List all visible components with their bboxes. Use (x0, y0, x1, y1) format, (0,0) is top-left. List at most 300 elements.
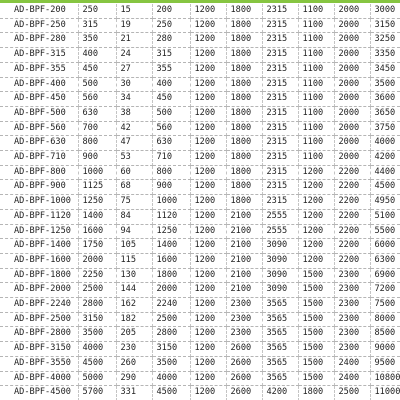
col-7-cell: 1100 (298, 18, 334, 33)
col-2-cell: 162 (116, 298, 152, 313)
model-cell: AD-BPF-200 (0, 4, 78, 18)
col-9-cell: 5500 (370, 224, 400, 239)
col-3-cell: 2500 (152, 312, 190, 327)
col-8-cell: 2000 (334, 77, 370, 92)
col-8-cell: 2000 (334, 151, 370, 166)
col-8-cell: 2200 (334, 165, 370, 180)
col-7-cell: 1100 (298, 48, 334, 63)
table-row (0, 356, 400, 371)
col-5-cell: 1800 (226, 151, 262, 166)
col-5-cell: 2600 (226, 386, 262, 400)
col-6-cell: 2315 (262, 151, 298, 166)
col-9-cell: 3350 (370, 48, 400, 63)
col-5-cell: 2100 (226, 253, 262, 268)
col-3-cell: 3500 (152, 356, 190, 371)
col-4-cell: 1200 (190, 283, 226, 298)
col-5-cell: 2100 (226, 268, 262, 283)
col-4-cell: 1200 (190, 195, 226, 210)
col-9-cell: 3500 (370, 77, 400, 92)
col-2-cell: 19 (116, 18, 152, 33)
col-4-cell: 1200 (190, 77, 226, 92)
col-7-cell: 1100 (298, 33, 334, 48)
col-7-cell: 1100 (298, 92, 334, 107)
col-2-cell: 27 (116, 62, 152, 77)
col-2-cell: 53 (116, 151, 152, 166)
col-1-cell: 5000 (78, 371, 116, 386)
col-5-cell: 1800 (226, 180, 262, 195)
col-9-cell: 3650 (370, 106, 400, 121)
col-8-cell: 2400 (334, 371, 370, 386)
col-8-cell: 2000 (334, 18, 370, 33)
col-5-cell: 1800 (226, 4, 262, 18)
col-5-cell: 2300 (226, 327, 262, 342)
col-1-cell: 1750 (78, 239, 116, 254)
col-4-cell: 1200 (190, 356, 226, 371)
col-8-cell: 2200 (334, 180, 370, 195)
col-9-cell: 3250 (370, 33, 400, 48)
col-3-cell: 710 (152, 151, 190, 166)
col-5-cell: 1800 (226, 136, 262, 151)
table-row (0, 33, 400, 48)
model-cell: AD-BPF-500 (0, 106, 78, 121)
col-5-cell: 1800 (226, 62, 262, 77)
col-2-cell: 84 (116, 209, 152, 224)
col-9-cell: 8500 (370, 327, 400, 342)
col-7-cell: 1100 (298, 62, 334, 77)
header-accent-bar (0, 0, 400, 3)
col-6-cell: 2315 (262, 77, 298, 92)
table-row (0, 121, 400, 136)
table-row (0, 283, 400, 298)
model-cell: AD-BPF-800 (0, 165, 78, 180)
table-row (0, 165, 400, 180)
col-2-cell: 182 (116, 312, 152, 327)
table-row (0, 298, 400, 313)
col-1-cell: 3500 (78, 327, 116, 342)
col-1-cell: 450 (78, 62, 116, 77)
col-3-cell: 450 (152, 92, 190, 107)
col-8-cell: 2500 (334, 386, 370, 400)
col-8-cell: 2300 (334, 342, 370, 357)
col-7-cell: 1500 (298, 298, 334, 313)
table-row (0, 18, 400, 33)
col-1-cell: 4500 (78, 356, 116, 371)
table-row (0, 253, 400, 268)
col-2-cell: 15 (116, 4, 152, 18)
col-3-cell: 315 (152, 48, 190, 63)
col-9-cell: 7500 (370, 298, 400, 313)
model-cell: AD-BPF-2000 (0, 283, 78, 298)
col-4-cell: 1200 (190, 371, 226, 386)
col-2-cell: 331 (116, 386, 152, 400)
col-1-cell: 2800 (78, 298, 116, 313)
col-6-cell: 3090 (262, 253, 298, 268)
col-9-cell: 3600 (370, 92, 400, 107)
col-6-cell: 3565 (262, 342, 298, 357)
col-3-cell: 800 (152, 165, 190, 180)
col-2-cell: 38 (116, 106, 152, 121)
col-2-cell: 47 (116, 136, 152, 151)
col-3-cell: 1400 (152, 239, 190, 254)
col-8-cell: 2300 (334, 268, 370, 283)
model-cell: AD-BPF-900 (0, 180, 78, 195)
col-5-cell: 2600 (226, 371, 262, 386)
col-4-cell: 1200 (190, 92, 226, 107)
col-5-cell: 2100 (226, 209, 262, 224)
col-9-cell: 9500 (370, 356, 400, 371)
col-4-cell: 1200 (190, 386, 226, 400)
col-8-cell: 2000 (334, 4, 370, 18)
col-3-cell: 200 (152, 4, 190, 18)
col-6-cell: 3565 (262, 298, 298, 313)
col-5-cell: 2100 (226, 239, 262, 254)
col-1-cell: 1250 (78, 195, 116, 210)
model-cell: AD-BPF-1400 (0, 239, 78, 254)
col-3-cell: 2800 (152, 327, 190, 342)
col-8-cell: 2300 (334, 327, 370, 342)
model-cell: AD-BPF-315 (0, 48, 78, 63)
col-6-cell: 2315 (262, 136, 298, 151)
col-1-cell: 900 (78, 151, 116, 166)
table-row (0, 342, 400, 357)
col-5-cell: 1800 (226, 121, 262, 136)
col-5-cell: 2600 (226, 342, 262, 357)
col-8-cell: 2200 (334, 253, 370, 268)
col-1-cell: 630 (78, 106, 116, 121)
table-row (0, 77, 400, 92)
col-7-cell: 1100 (298, 136, 334, 151)
col-2-cell: 30 (116, 77, 152, 92)
col-2-cell: 105 (116, 239, 152, 254)
col-1-cell: 400 (78, 48, 116, 63)
col-3-cell: 400 (152, 77, 190, 92)
table-row (0, 4, 400, 18)
col-4-cell: 1200 (190, 253, 226, 268)
model-cell: AD-BPF-4000 (0, 371, 78, 386)
model-cell: AD-BPF-1250 (0, 224, 78, 239)
col-9-cell: 11000 (370, 386, 400, 400)
col-6-cell: 3090 (262, 239, 298, 254)
col-8-cell: 2000 (334, 121, 370, 136)
col-7-cell: 1500 (298, 327, 334, 342)
col-4-cell: 1200 (190, 180, 226, 195)
col-6-cell: 2315 (262, 180, 298, 195)
col-4-cell: 1200 (190, 136, 226, 151)
col-2-cell: 21 (116, 33, 152, 48)
col-8-cell: 2200 (334, 195, 370, 210)
col-9-cell: 8000 (370, 312, 400, 327)
table-row (0, 312, 400, 327)
col-9-cell: 9000 (370, 342, 400, 357)
model-cell: AD-BPF-3550 (0, 356, 78, 371)
col-4-cell: 1200 (190, 209, 226, 224)
col-6-cell: 2315 (262, 48, 298, 63)
col-5-cell: 2300 (226, 312, 262, 327)
col-4-cell: 1200 (190, 327, 226, 342)
col-6-cell: 2555 (262, 209, 298, 224)
col-2-cell: 60 (116, 165, 152, 180)
col-1-cell: 5700 (78, 386, 116, 400)
col-7-cell: 1200 (298, 195, 334, 210)
col-6-cell: 2315 (262, 4, 298, 18)
col-6-cell: 3565 (262, 312, 298, 327)
col-1-cell: 560 (78, 92, 116, 107)
table-row (0, 224, 400, 239)
model-cell: AD-BPF-450 (0, 92, 78, 107)
col-6-cell: 4200 (262, 386, 298, 400)
col-9-cell: 4400 (370, 165, 400, 180)
col-1-cell: 2000 (78, 253, 116, 268)
col-8-cell: 2200 (334, 224, 370, 239)
col-5-cell: 1800 (226, 33, 262, 48)
col-1-cell: 1400 (78, 209, 116, 224)
spec-table-body (0, 4, 400, 400)
model-cell: AD-BPF-1800 (0, 268, 78, 283)
col-7-cell: 1200 (298, 209, 334, 224)
col-3-cell: 2000 (152, 283, 190, 298)
col-6-cell: 2315 (262, 33, 298, 48)
col-7-cell: 1800 (298, 386, 334, 400)
col-8-cell: 2400 (334, 356, 370, 371)
col-7-cell: 1100 (298, 77, 334, 92)
col-3-cell: 1600 (152, 253, 190, 268)
col-2-cell: 24 (116, 48, 152, 63)
col-4-cell: 1200 (190, 312, 226, 327)
col-1-cell: 250 (78, 4, 116, 18)
col-6-cell: 2315 (262, 165, 298, 180)
model-cell: AD-BPF-355 (0, 62, 78, 77)
col-5-cell: 1800 (226, 18, 262, 33)
col-5-cell: 2300 (226, 298, 262, 313)
col-1-cell: 1125 (78, 180, 116, 195)
col-7-cell: 1500 (298, 356, 334, 371)
col-4-cell: 1200 (190, 33, 226, 48)
model-cell: AD-BPF-1120 (0, 209, 78, 224)
col-6-cell: 2315 (262, 121, 298, 136)
col-5-cell: 1800 (226, 195, 262, 210)
col-9-cell: 3450 (370, 62, 400, 77)
col-3-cell: 1250 (152, 224, 190, 239)
col-3-cell: 4000 (152, 371, 190, 386)
col-7-cell: 1100 (298, 106, 334, 121)
col-2-cell: 260 (116, 356, 152, 371)
table-row (0, 106, 400, 121)
col-1-cell: 3150 (78, 312, 116, 327)
col-5-cell: 1800 (226, 48, 262, 63)
col-9-cell: 7200 (370, 283, 400, 298)
col-2-cell: 42 (116, 121, 152, 136)
col-7-cell: 1500 (298, 268, 334, 283)
table-row (0, 136, 400, 151)
col-1-cell: 800 (78, 136, 116, 151)
col-2-cell: 34 (116, 92, 152, 107)
col-4-cell: 1200 (190, 48, 226, 63)
spec-table (0, 4, 400, 400)
col-2-cell: 130 (116, 268, 152, 283)
col-9-cell: 6000 (370, 239, 400, 254)
table-row (0, 48, 400, 63)
col-3-cell: 280 (152, 33, 190, 48)
table-row (0, 209, 400, 224)
col-9-cell: 4500 (370, 180, 400, 195)
col-4-cell: 1200 (190, 165, 226, 180)
col-4-cell: 1200 (190, 298, 226, 313)
col-8-cell: 2200 (334, 239, 370, 254)
col-3-cell: 630 (152, 136, 190, 151)
model-cell: AD-BPF-1000 (0, 195, 78, 210)
col-9-cell: 6900 (370, 268, 400, 283)
col-3-cell: 1000 (152, 195, 190, 210)
col-6-cell: 2315 (262, 92, 298, 107)
col-9-cell: 4200 (370, 151, 400, 166)
table-row (0, 239, 400, 254)
col-3-cell: 560 (152, 121, 190, 136)
col-8-cell: 2000 (334, 136, 370, 151)
model-cell: AD-BPF-2800 (0, 327, 78, 342)
col-7-cell: 1500 (298, 283, 334, 298)
col-2-cell: 115 (116, 253, 152, 268)
col-9-cell: 5100 (370, 209, 400, 224)
col-5-cell: 1800 (226, 77, 262, 92)
col-4-cell: 1200 (190, 239, 226, 254)
col-4-cell: 1200 (190, 268, 226, 283)
col-7-cell: 1200 (298, 239, 334, 254)
col-6-cell: 2555 (262, 224, 298, 239)
col-6-cell: 3565 (262, 356, 298, 371)
col-6-cell: 2315 (262, 195, 298, 210)
col-8-cell: 2300 (334, 298, 370, 313)
col-7-cell: 1200 (298, 253, 334, 268)
table-row (0, 386, 400, 400)
col-2-cell: 230 (116, 342, 152, 357)
col-1-cell: 350 (78, 33, 116, 48)
col-6-cell: 3565 (262, 371, 298, 386)
col-2-cell: 68 (116, 180, 152, 195)
col-9-cell: 10800 (370, 371, 400, 386)
col-7-cell: 1500 (298, 312, 334, 327)
col-3-cell: 2240 (152, 298, 190, 313)
model-cell: AD-BPF-1600 (0, 253, 78, 268)
model-cell: AD-BPF-250 (0, 18, 78, 33)
col-6-cell: 2315 (262, 18, 298, 33)
col-6-cell: 3090 (262, 283, 298, 298)
table-row (0, 180, 400, 195)
col-8-cell: 2000 (334, 62, 370, 77)
col-9-cell: 3750 (370, 121, 400, 136)
col-6-cell: 3565 (262, 327, 298, 342)
col-2-cell: 290 (116, 371, 152, 386)
col-7-cell: 1200 (298, 165, 334, 180)
col-2-cell: 144 (116, 283, 152, 298)
model-cell: AD-BPF-560 (0, 121, 78, 136)
col-7-cell: 1500 (298, 371, 334, 386)
col-6-cell: 2315 (262, 106, 298, 121)
model-cell: AD-BPF-3150 (0, 342, 78, 357)
col-4-cell: 1200 (190, 4, 226, 18)
col-8-cell: 2300 (334, 283, 370, 298)
col-4-cell: 1200 (190, 224, 226, 239)
col-8-cell: 2000 (334, 48, 370, 63)
col-4-cell: 1200 (190, 62, 226, 77)
col-1-cell: 315 (78, 18, 116, 33)
col-9-cell: 6300 (370, 253, 400, 268)
model-cell: AD-BPF-710 (0, 151, 78, 166)
col-1-cell: 700 (78, 121, 116, 136)
col-8-cell: 2200 (334, 209, 370, 224)
col-7-cell: 1200 (298, 224, 334, 239)
col-9-cell: 4000 (370, 136, 400, 151)
col-3-cell: 3150 (152, 342, 190, 357)
col-4-cell: 1200 (190, 106, 226, 121)
table-row (0, 327, 400, 342)
col-1-cell: 500 (78, 77, 116, 92)
col-8-cell: 2300 (334, 312, 370, 327)
col-7-cell: 1100 (298, 4, 334, 18)
col-8-cell: 2000 (334, 92, 370, 107)
col-2-cell: 94 (116, 224, 152, 239)
col-1-cell: 2250 (78, 268, 116, 283)
model-cell: AD-BPF-400 (0, 77, 78, 92)
table-row (0, 195, 400, 210)
col-8-cell: 2000 (334, 106, 370, 121)
table-row (0, 371, 400, 386)
model-cell: AD-BPF-2240 (0, 298, 78, 313)
col-2-cell: 75 (116, 195, 152, 210)
col-1-cell: 4000 (78, 342, 116, 357)
col-3-cell: 355 (152, 62, 190, 77)
col-3-cell: 4500 (152, 386, 190, 400)
col-7-cell: 1500 (298, 342, 334, 357)
col-9-cell: 3150 (370, 18, 400, 33)
table-row (0, 151, 400, 166)
col-3-cell: 900 (152, 180, 190, 195)
col-3-cell: 500 (152, 106, 190, 121)
col-5-cell: 2100 (226, 283, 262, 298)
col-4-cell: 1200 (190, 151, 226, 166)
model-cell: AD-BPF-2500 (0, 312, 78, 327)
col-7-cell: 1200 (298, 180, 334, 195)
col-5-cell: 1800 (226, 106, 262, 121)
col-5-cell: 2600 (226, 356, 262, 371)
col-7-cell: 1100 (298, 151, 334, 166)
col-2-cell: 205 (116, 327, 152, 342)
table-row (0, 62, 400, 77)
col-9-cell: 4950 (370, 195, 400, 210)
col-4-cell: 1200 (190, 121, 226, 136)
model-cell: AD-BPF-4500 (0, 386, 78, 400)
col-4-cell: 1200 (190, 18, 226, 33)
col-5-cell: 1800 (226, 165, 262, 180)
col-3-cell: 1120 (152, 209, 190, 224)
col-5-cell: 2100 (226, 224, 262, 239)
col-6-cell: 3090 (262, 268, 298, 283)
col-3-cell: 1800 (152, 268, 190, 283)
col-8-cell: 2000 (334, 33, 370, 48)
table-row (0, 268, 400, 283)
col-1-cell: 2500 (78, 283, 116, 298)
table-row (0, 92, 400, 107)
model-cell: AD-BPF-630 (0, 136, 78, 151)
model-cell: AD-BPF-280 (0, 33, 78, 48)
col-9-cell: 3000 (370, 4, 400, 18)
col-5-cell: 1800 (226, 92, 262, 107)
col-6-cell: 2315 (262, 62, 298, 77)
col-1-cell: 1600 (78, 224, 116, 239)
col-3-cell: 250 (152, 18, 190, 33)
col-1-cell: 1000 (78, 165, 116, 180)
col-7-cell: 1100 (298, 121, 334, 136)
col-4-cell: 1200 (190, 342, 226, 357)
